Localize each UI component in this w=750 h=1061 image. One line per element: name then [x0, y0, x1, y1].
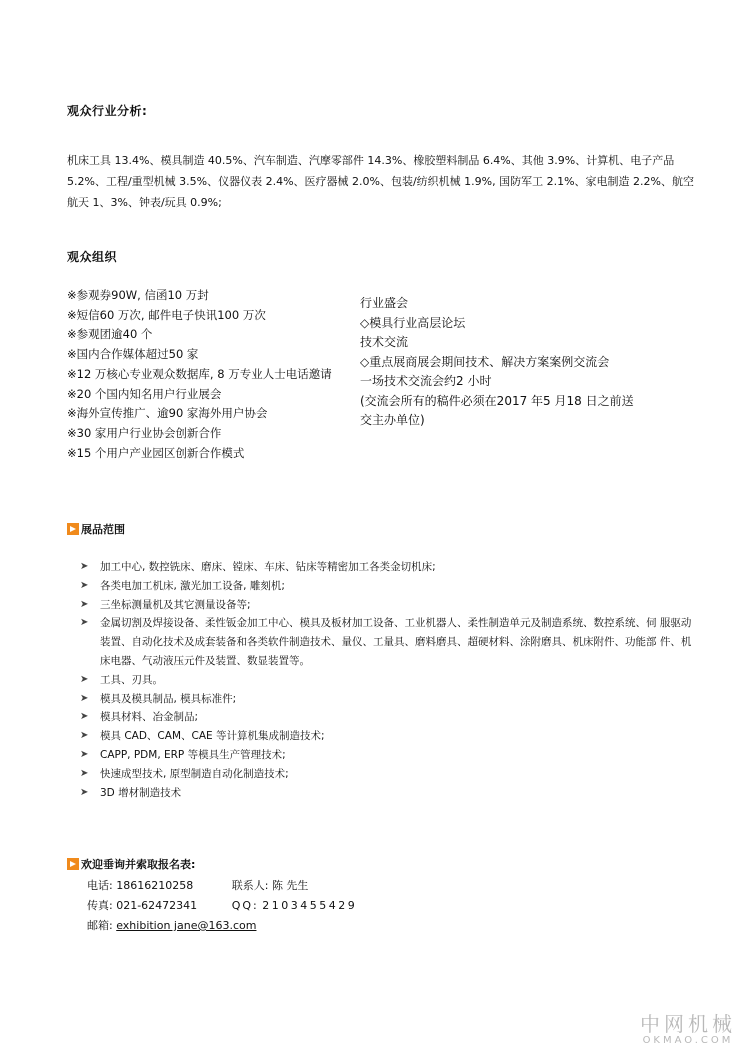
- list-item: ➤ 3D 增材制造技术: [80, 784, 700, 803]
- arrow-right-icon: ➤: [80, 673, 89, 685]
- org-right-item: ◇重点展商展会期间技术、解决方案案例交流会: [360, 354, 610, 369]
- person-value: 陈 先生: [271, 879, 309, 892]
- arrow-right-icon: ➤: [80, 579, 89, 591]
- person-label: 联系人:: [231, 879, 269, 892]
- arrow-right-icon: ➤: [80, 692, 89, 704]
- list-item: ➤ 快速成型技术, 原型制造自动化制造技术;: [80, 765, 700, 784]
- contact-row-fax: [87, 896, 357, 916]
- arrow-badge-icon: [67, 523, 79, 535]
- arrow-right-icon: ➤: [80, 730, 89, 742]
- watermark-cn: 中网机械: [640, 1012, 736, 1036]
- org-right-item: ◇模具行业高层论坛: [360, 315, 466, 330]
- arrow-right-icon: ➤: [80, 617, 89, 629]
- org-right-item: 行业盛会: [360, 296, 409, 310]
- org-left-item: ※参观券90W, 信函10 万封: [67, 288, 209, 302]
- email-label: 邮箱:: [87, 919, 113, 932]
- list-item: ➤ 加工中心, 数控铣床、磨床、镗床、车床、钻床等精密加工各类金切机床;: [80, 558, 700, 577]
- industry-heading: 观众行业分析:: [67, 104, 148, 118]
- products-list: [80, 558, 700, 802]
- org-right-item: (交流会所有的稿件必须在2017 年5 月18 日之前送: [360, 393, 634, 408]
- list-item: ➤ 三坐标测量机及其它测量设备等;: [80, 596, 700, 615]
- contact-row-email: [87, 916, 357, 936]
- org-left-item: ※国内合作媒体超过50 家: [67, 347, 199, 362]
- org-right-item: 一场技术交流会约2 小时: [360, 374, 492, 388]
- fax-label: 传真:: [87, 899, 113, 912]
- arrow-right-icon: ➤: [80, 598, 89, 610]
- org-left-item: ※15 个用户产业园区创新合作模式: [67, 445, 245, 460]
- arrow-right-icon: ➤: [80, 748, 89, 760]
- products-heading-row: [67, 521, 125, 537]
- list-item: ➤ CAPP, PDM, ERP 等模具生产管理技术;: [80, 746, 700, 765]
- org-left-item: ※12 万核心专业观众数据库, 8 万专业人士电话邀请: [67, 366, 332, 381]
- org-left-item: ※参观团逾40 个: [67, 327, 153, 342]
- arrow-right-icon: ➤: [80, 561, 89, 572]
- arrow-right-icon: ➤: [80, 711, 89, 723]
- qq-value: 2103455429: [262, 899, 358, 912]
- site-watermark-logo: [640, 1013, 736, 1047]
- industry-text: 机床工具 13.4%、模具制造 40.5%、汽车制造、汽摩零部件 14.3%、橡胶塑料制品 6.4%、其他 3.9%、计算机、电子产品 5.2%、工程/重型机械 3.5%、仪器仪表 2.4%、医疗器械 2.0%、包装/纺织机械 1.9%, 国防军工 2.1%、家电制造 2.2%、航空航天 1、3%、钟表/玩具 0.9%;: [67, 154, 695, 209]
- organization-right-list: [360, 294, 660, 431]
- qq-label: QQ:: [231, 899, 259, 912]
- contact-heading: 欢迎垂询并索取报名表:: [81, 858, 196, 871]
- contact-info: [87, 876, 357, 936]
- phone-value: 18616210258: [116, 879, 194, 892]
- list-item: ➤ 模具材料、冶金制品;: [80, 708, 700, 727]
- products-heading: 展品范围: [81, 523, 125, 536]
- organization-left-list: [67, 286, 357, 463]
- arrow-right-icon: ➤: [80, 767, 89, 779]
- arrow-right-icon: ➤: [80, 786, 89, 798]
- email-link[interactable]: exhibition jane@163.com: [116, 919, 257, 932]
- phone-label: 电话:: [87, 879, 113, 892]
- list-item: ➤ 金属切割及焊接设备、柔性钣金加工中心、模具及板材加工设备、工业机器人、柔性制造单元及制造系统、数控系统、伺 服驱动装置、自动化技术及成套装备和各类软件制造技术、量仪、工量具、磨料磨具、超硬材料、涂附磨具、机床附件、功能部 件、机 床电器、气动液压元件及装置、数显装置等。: [80, 614, 700, 670]
- org-right-item: 交主办单位): [360, 413, 425, 427]
- contact-heading-row: [67, 856, 195, 872]
- arrow-badge-icon: [67, 858, 79, 870]
- contact-row-phone: [87, 876, 357, 896]
- list-item: ➤ 模具 CAD、CAM、CAE 等计算机集成制造技术;: [80, 727, 700, 746]
- fax-value: 021-62472341: [116, 899, 198, 912]
- org-left-item: ※30 家用户行业协会创新合作: [67, 425, 222, 440]
- org-left-item: ※20 个国内知名用户行业展会: [67, 386, 222, 401]
- list-item: ➤ 模具及模具制品, 模具标准件;: [80, 690, 700, 709]
- org-left-item: ※短信60 万次, 邮件电子快讯100 万次: [67, 307, 266, 322]
- organization-heading: 观众组织: [67, 250, 118, 264]
- org-left-item: ※海外宣传推广、逾90 家海外用户协会: [67, 406, 268, 421]
- list-item: ➤ 各类电加工机床, 激光加工设备, 雕刻机;: [80, 577, 700, 596]
- list-item: ➤ 工具、刃具。: [80, 671, 700, 690]
- watermark-en: OKMAO.COM: [642, 1035, 734, 1046]
- org-right-item: 技术交流: [360, 335, 409, 349]
